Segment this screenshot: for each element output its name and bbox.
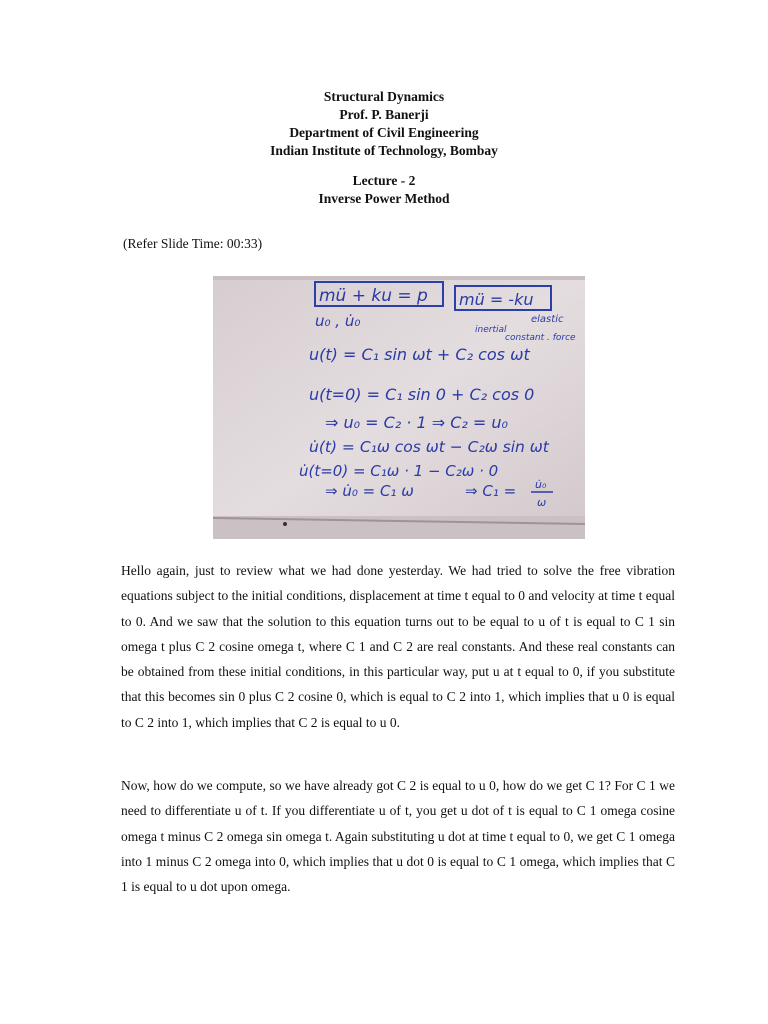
slide-annot-inertial: inertial xyxy=(475,325,507,335)
slide-initial-conditions: u₀ , u̇₀ xyxy=(315,312,361,330)
slide-c1-step: ⇒ u̇₀ = C₁ ω xyxy=(325,482,414,500)
course-title: Structural Dynamics xyxy=(323,89,445,104)
whiteboard-image xyxy=(213,276,585,539)
slide-derivative: u̇(t) = C₁ω cos ωt − C₂ω sin ωt xyxy=(309,438,549,456)
slide-photo xyxy=(213,276,585,539)
slide-annot-force: constant . force xyxy=(505,333,576,343)
slide-derivative-substitute: u̇(t=0) = C₁ω · 1 − C₂ω · 0 xyxy=(299,462,499,480)
paragraph-review: Hello again, just to review what we had done yesterday. We had tried to solve the free vibration equations subject to the initial conditions, displacement at time t equal to 0 and velocity at time t equal to 0. And we saw that the solution to this equation turns out to be equal to u of t is equal to C 1 sin omega t plus C 2 cosine omega t, where C 1 and C 2 are real constants. And these real constants can be obtained from these initial conditions, in this particular way, put u at t equal to 0, if you substitute that this becomes sin 0 plus C 2 cosine 0, which is equal to C 2 into 1, which implies that u 0 is equal to C 2 into 1, which implies that C 2 is equal to u 0. xyxy=(121,563,675,730)
slide-c1-result: ⇒ C₁ = xyxy=(465,482,517,500)
lecture-heading xyxy=(0,172,768,208)
institute-name: Indian Institute of Technology, Bombay xyxy=(270,143,498,158)
slide-solution: u(t) = C₁ sin ωt + C₂ cos ωt xyxy=(309,345,530,364)
lecture-title: Inverse Power Method xyxy=(318,191,450,206)
slide-eq-free: mü = -ku xyxy=(459,290,534,309)
lecture-number: Lecture - 2 xyxy=(352,173,416,188)
department-name: Department of Civil Engineering xyxy=(289,125,479,140)
document-header xyxy=(0,88,768,160)
refer-slide-time: (Refer Slide Time: 00:33) xyxy=(123,236,263,251)
professor-name: Prof. P. Banerji xyxy=(339,107,429,122)
slide-eq-motion: mü + ku = p xyxy=(319,286,428,306)
slide-frac-denominator: ω xyxy=(537,496,547,509)
slide-frac-numerator: u̇₀ xyxy=(535,478,547,491)
paragraph-compute-c1: Now, how do we compute, so we have already got C 2 is equal to u 0, how do we get C 1? For C 1 we need to differentiate u of t. If you differentiate u of t, you get u dot of t is equal to C 1 omega cosine omega t minus C 2 omega sin omega t. Again substituting u dot at time t equal to 0, we get C 1 omega into 1 minus C 2 omega into 0, which implies that u dot 0 is equal to C 1 omega, which implies that C 1 is equal to u dot upon omega. xyxy=(121,778,675,895)
slide-substitute: u(t=0) = C₁ sin 0 + C₂ cos 0 xyxy=(309,385,535,404)
slide-c2-result: ⇒ u₀ = C₂ · 1 ⇒ C₂ = u₀ xyxy=(325,413,508,432)
slide-annot-elastic: elastic xyxy=(531,314,564,325)
